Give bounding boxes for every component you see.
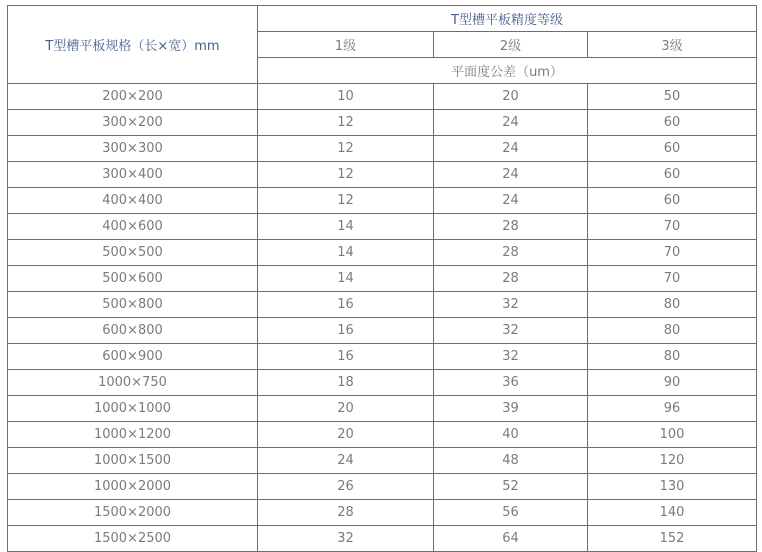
size-cell: 1500×2500	[8, 526, 258, 552]
grade-col-2-header: 2级	[434, 32, 588, 58]
grade2-value-cell: 28	[434, 266, 588, 292]
grade3-value-cell: 120	[588, 448, 757, 474]
grade3-value-cell: 96	[588, 396, 757, 422]
grade1-value-cell: 26	[258, 474, 434, 500]
grade1-value-cell: 32	[258, 526, 434, 552]
size-cell: 300×400	[8, 162, 258, 188]
table-row	[8, 110, 757, 136]
grade1-value-cell: 14	[258, 214, 434, 240]
grade1-value-cell: 28	[258, 500, 434, 526]
grade3-value-cell: 140	[588, 500, 757, 526]
grade1-value-cell: 18	[258, 370, 434, 396]
grade3-value-cell: 100	[588, 422, 757, 448]
grade2-value-cell: 20	[434, 84, 588, 110]
grade3-value-cell: 90	[588, 370, 757, 396]
size-cell: 300×300	[8, 136, 258, 162]
grade1-value-cell: 12	[258, 136, 434, 162]
size-cell: 1500×2000	[8, 500, 258, 526]
size-cell: 1000×1000	[8, 396, 258, 422]
size-cell: 600×900	[8, 344, 258, 370]
spec-header-cell: T型槽平板规格（长×宽）mm	[8, 6, 258, 84]
grade2-value-cell: 64	[434, 526, 588, 552]
grade1-value-cell: 20	[258, 396, 434, 422]
grade3-value-cell: 60	[588, 188, 757, 214]
grade3-value-cell: 80	[588, 292, 757, 318]
grade2-value-cell: 24	[434, 188, 588, 214]
size-cell: 400×400	[8, 188, 258, 214]
grade1-value-cell: 12	[258, 162, 434, 188]
grade3-value-cell: 60	[588, 110, 757, 136]
grade-header-cell: T型槽平板精度等级	[258, 6, 757, 32]
grade-col-3-header: 3级	[588, 32, 757, 58]
size-cell: 500×500	[8, 240, 258, 266]
grade2-value-cell: 28	[434, 214, 588, 240]
grade2-value-cell: 56	[434, 500, 588, 526]
table-row	[8, 136, 757, 162]
grade2-value-cell: 32	[434, 344, 588, 370]
grade3-value-cell: 80	[588, 344, 757, 370]
grade1-value-cell: 12	[258, 188, 434, 214]
tolerance-table	[7, 5, 757, 552]
grade2-value-cell: 24	[434, 110, 588, 136]
grade2-value-cell: 52	[434, 474, 588, 500]
table-row	[8, 526, 757, 552]
size-cell: 200×200	[8, 84, 258, 110]
grade2-value-cell: 32	[434, 292, 588, 318]
size-cell: 500×800	[8, 292, 258, 318]
grade3-value-cell: 152	[588, 526, 757, 552]
grade1-value-cell: 16	[258, 318, 434, 344]
grade2-value-cell: 48	[434, 448, 588, 474]
grade2-value-cell: 36	[434, 370, 588, 396]
table-row	[8, 214, 757, 240]
size-cell: 1000×1200	[8, 422, 258, 448]
table-row	[8, 240, 757, 266]
table-row	[8, 396, 757, 422]
grade2-value-cell: 40	[434, 422, 588, 448]
size-cell: 400×600	[8, 214, 258, 240]
table-row	[8, 370, 757, 396]
grade2-value-cell: 32	[434, 318, 588, 344]
grade3-value-cell: 130	[588, 474, 757, 500]
grade1-value-cell: 14	[258, 266, 434, 292]
grade3-value-cell: 80	[588, 318, 757, 344]
table-row	[8, 500, 757, 526]
grade3-value-cell: 70	[588, 240, 757, 266]
size-cell: 1000×1500	[8, 448, 258, 474]
grade1-value-cell: 16	[258, 344, 434, 370]
table-row	[8, 474, 757, 500]
table-row	[8, 344, 757, 370]
size-cell: 600×800	[8, 318, 258, 344]
grade-col-1-header: 1级	[258, 32, 434, 58]
grade3-value-cell: 50	[588, 84, 757, 110]
table-row	[8, 84, 757, 110]
grade3-value-cell: 60	[588, 136, 757, 162]
size-cell: 1000×2000	[8, 474, 258, 500]
grade1-value-cell: 16	[258, 292, 434, 318]
grade1-value-cell: 14	[258, 240, 434, 266]
table-row	[8, 422, 757, 448]
size-cell: 1000×750	[8, 370, 258, 396]
grade1-value-cell: 24	[258, 448, 434, 474]
grade2-value-cell: 28	[434, 240, 588, 266]
grade2-value-cell: 24	[434, 162, 588, 188]
grade3-value-cell: 60	[588, 162, 757, 188]
grade2-value-cell: 24	[434, 136, 588, 162]
grade1-value-cell: 12	[258, 110, 434, 136]
grade3-value-cell: 70	[588, 266, 757, 292]
table-row	[8, 292, 757, 318]
size-cell: 300×200	[8, 110, 258, 136]
table-row	[8, 318, 757, 344]
grade1-value-cell: 20	[258, 422, 434, 448]
grade3-value-cell: 70	[588, 214, 757, 240]
table-row	[8, 448, 757, 474]
header-row-grade-title	[8, 6, 757, 32]
grade1-value-cell: 10	[258, 84, 434, 110]
tolerance-header-cell: 平面度公差（um）	[258, 58, 757, 84]
table-row	[8, 266, 757, 292]
table-row	[8, 188, 757, 214]
size-cell: 500×600	[8, 266, 258, 292]
table-row	[8, 162, 757, 188]
grade2-value-cell: 39	[434, 396, 588, 422]
